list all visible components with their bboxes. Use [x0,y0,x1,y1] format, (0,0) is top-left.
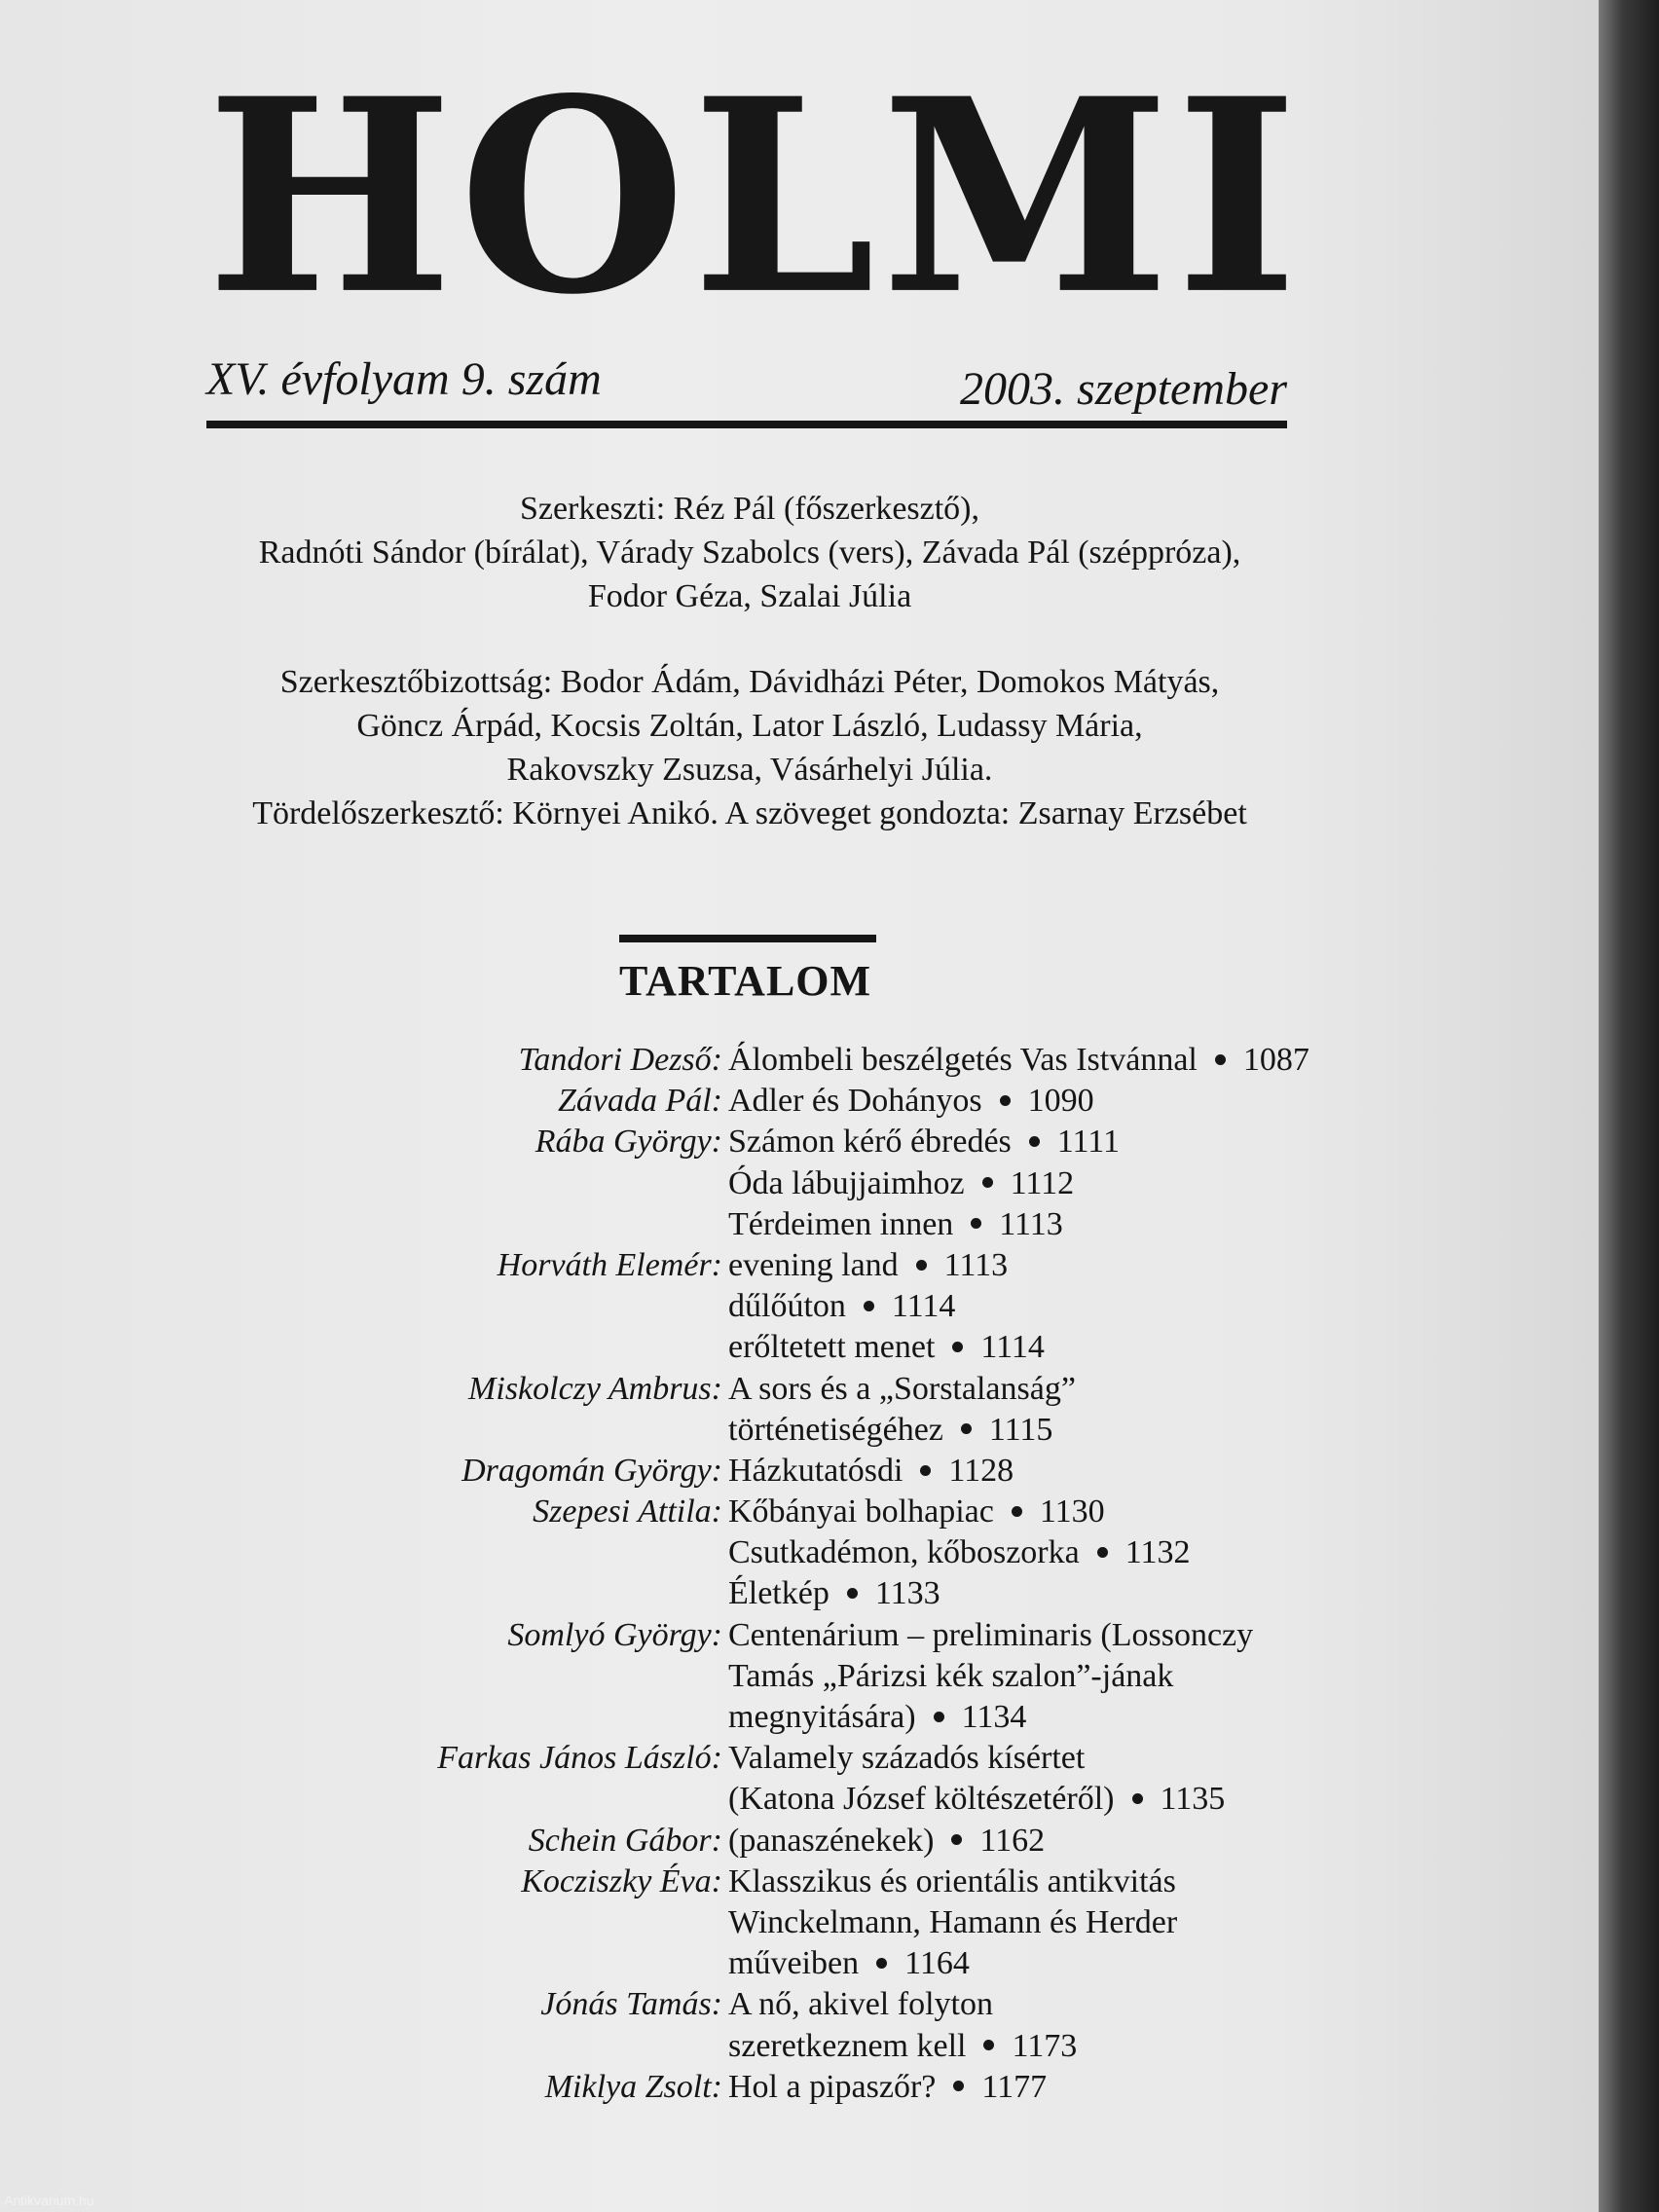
toc-author: Somlyó György: [507,1616,722,1653]
toc-author: Tandori Dezső: [518,1042,722,1078]
bullet-separator-icon [1215,1054,1226,1065]
toc-entry [0,1492,1599,1532]
toc-author: Miskolczy Ambrus: [468,1370,722,1407]
toc-title: megnyitására) [728,1699,916,1735]
masthead [206,40,1305,354]
toc-title: Térdeimen innen [728,1205,954,1242]
toc-title-wrap [728,1286,955,1327]
toc-entry [0,1122,1599,1162]
toc-page-number: 1134 [961,1699,1027,1735]
toc-page-number: 1114 [980,1329,1045,1366]
toc-entry [0,1738,1599,1779]
toc-title-wrap [728,1410,1052,1451]
toc-entry [0,1410,1599,1451]
masthead-rule [206,421,1287,428]
toc-title: Hol a pipaszőr? [728,2068,937,2105]
toc-page-number: 1177 [981,2068,1048,2105]
toc-entry [0,1615,1599,1656]
toc-author: Kocziszky Éva: [521,1862,722,1899]
toc-page-number: 1090 [1027,1083,1094,1120]
toc-entry [0,1656,1599,1697]
toc-title: történetiségéhez [728,1411,943,1448]
toc-author: Dragomán György: [461,1452,722,1489]
toc-title: Tamás „Párizsi kék szalon”-jának [728,1657,1174,1694]
bullet-separator-icon [1132,1793,1143,1804]
toc-entry [0,1286,1599,1327]
toc-title: Álombeli beszélgetés Vas Istvánnal [728,1042,1198,1078]
toc-title: A nő, akivel folyton [728,1986,993,2023]
toc-author: Schein Gábor: [528,1822,722,1859]
toc-entry [0,1327,1599,1368]
toc-page-number: 1114 [891,1288,956,1325]
editors-line: Fodor Géza, Szalai Júlia [587,578,912,614]
bullet-separator-icon [920,1465,931,1476]
toc-entry [0,1779,1599,1820]
toc-page-number: 1128 [948,1452,1014,1489]
toc-page-number: 1130 [1039,1493,1105,1530]
board-block [97,660,1402,835]
toc-title-wrap [728,1492,1105,1532]
toc-title-wrap [728,1245,1008,1286]
toc-title-wrap [728,1779,1225,1820]
toc-entry [0,1532,1599,1573]
toc-title: Centenárium – preliminaris (Lossonczy [728,1616,1254,1653]
bullet-separator-icon [934,1712,944,1722]
bullet-separator-icon [1012,1506,1022,1517]
toc-page-number: 1112 [1010,1164,1075,1201]
toc-title-wrap [728,1122,1120,1162]
bullet-separator-icon [951,1834,962,1845]
toc-page-number: 1162 [979,1822,1046,1859]
bullet-separator-icon [953,2081,964,2091]
toc-author: Jónás Tamás: [540,1986,722,2023]
toc-title: A sors és a „Sorstalanság” [728,1370,1076,1407]
bullet-separator-icon [982,1177,993,1188]
watermark: Antikvarium.hu [4,2193,94,2208]
issue-volume: XV. évfolyam 9. szám [206,353,602,405]
toc-entry [0,1862,1599,1902]
toc-title: Számon kérő ébredés [728,1124,1012,1161]
toc-page-number: 1113 [999,1205,1063,1242]
toc-title-wrap [728,1738,1085,1779]
board-line: Rakovszky Zsuzsa, Vásárhelyi Júlia. [506,752,993,788]
toc-entry [0,1451,1599,1492]
bullet-separator-icon [1029,1136,1040,1147]
toc-title: szeretkeznem kell [728,2027,967,2064]
toc-entry [0,1369,1599,1410]
toc-title-wrap [728,1163,1074,1204]
toc-title-wrap [728,1204,1063,1245]
board-line: Szerkesztőbizottság: Bodor Ádám, Dávidházi Péter, Domokos Mátyás, [279,664,1220,700]
toc-page-number: 1133 [874,1575,940,1612]
toc-title: erőltetett menet [728,1329,936,1366]
toc-page-number: 1132 [1124,1534,1191,1571]
bullet-separator-icon [1097,1547,1108,1558]
toc-page-number: 1087 [1242,1042,1309,1078]
toc-title-wrap [728,1573,940,1614]
toc-title: Kőbányai bolhapiac [728,1493,994,1530]
toc-title: Házkutatósdi [728,1452,903,1489]
bullet-separator-icon [876,1958,887,1969]
toc-entry [0,1821,1599,1862]
bullet-separator-icon [847,1588,858,1599]
toc-entry [0,2026,1599,2067]
editors-line: Radnóti Sándor (bírálat), Várady Szabolcs (vers), Závada Pál (széppróza), [258,535,1241,571]
toc-title: Winckelmann, Hamann és Herder [728,1903,1178,1940]
toc-entry [0,1902,1599,1943]
toc-author: Závada Pál: [557,1083,722,1120]
toc-title-wrap [728,1862,1176,1902]
masthead-title: HOLMI [206,40,1305,354]
toc-page-number: 1135 [1160,1781,1226,1818]
bullet-separator-icon [916,1260,927,1271]
toc-title: (panaszénekek) [728,1822,935,1859]
toc-entry [0,2067,1599,2108]
toc-title-wrap [728,1656,1173,1697]
toc-entry [0,1943,1599,1984]
toc-title-wrap [728,2067,1047,2108]
toc-title-wrap [728,1040,1309,1081]
toc-entry [0,1697,1599,1738]
toc-title-wrap [728,1369,1076,1410]
toc-title-wrap [728,1615,1253,1656]
toc-title: Valamely századós kísértet [728,1740,1086,1777]
toc-heading: TARTALOM [619,957,872,1005]
toc-list [0,1040,1599,2108]
page-edge [1599,0,1659,2212]
editors-line: Szerkeszti: Réz Pál (főszerkesztő), [519,491,980,527]
toc-title-wrap [728,1984,993,2025]
issue-date: 2003. szeptember [960,363,1287,415]
toc-title-wrap [728,1327,1045,1368]
toc-author: Horváth Elemér: [497,1246,722,1283]
toc-title: dűlőúton [728,1288,846,1325]
toc-title-wrap [728,1081,1094,1122]
issue-line [206,349,1287,417]
toc-title-wrap [728,1902,1177,1943]
toc-title: (Katona József költészetéről) [728,1781,1115,1818]
toc-entry [0,1163,1599,1204]
toc-title: evening land [728,1246,899,1283]
toc-title: Csutkadémon, kőboszorka [728,1534,1080,1571]
bullet-separator-icon [952,1342,963,1352]
toc-title-wrap [728,1451,1014,1492]
toc-entry [0,1573,1599,1614]
toc-author: Rába György: [535,1124,722,1161]
bullet-separator-icon [1000,1095,1011,1106]
toc-entry [0,1245,1599,1286]
toc-entry [0,1204,1599,1245]
toc-author: Miklya Zsolt: [544,2068,722,2105]
toc-page-number: 1115 [988,1411,1053,1448]
toc-title: Klasszikus és orientális antikvitás [728,1862,1176,1899]
toc-title: Óda lábujjaimhoz [728,1164,965,1201]
toc-title-wrap [728,1821,1045,1862]
board-line: Tördelőszerkesztő: Környei Anikó. A szöveget gondozta: Zsarnay Erzsébet [252,795,1247,831]
editors-block [97,487,1402,618]
toc-entry [0,1040,1599,1081]
bullet-separator-icon [864,1301,874,1311]
toc-title-wrap [728,1697,1026,1738]
toc-title: Adler és Dohányos [728,1083,982,1120]
toc-page-number: 1164 [904,1945,970,1982]
toc-title: műveiben [728,1945,860,1982]
toc-rule [619,935,876,942]
toc-entry [0,1081,1599,1122]
toc-author: Szepesi Attila: [533,1493,722,1530]
bullet-separator-icon [983,2040,994,2050]
bullet-separator-icon [971,1218,981,1229]
toc-title-wrap [728,1532,1190,1573]
toc-page-number: 1113 [943,1246,1009,1283]
toc-entry [0,1984,1599,2025]
toc-title: Életkép [728,1575,830,1612]
toc-author: Farkas János László: [437,1740,722,1777]
toc-page-number: 1111 [1056,1124,1120,1161]
toc-page-number: 1173 [1012,2027,1078,2064]
bullet-separator-icon [961,1423,972,1434]
toc-title-wrap [728,2026,1077,2067]
board-line: Göncz Árpád, Kocsis Zoltán, Lator László, Ludassy Mária, [356,708,1143,744]
toc-title-wrap [728,1943,970,1984]
